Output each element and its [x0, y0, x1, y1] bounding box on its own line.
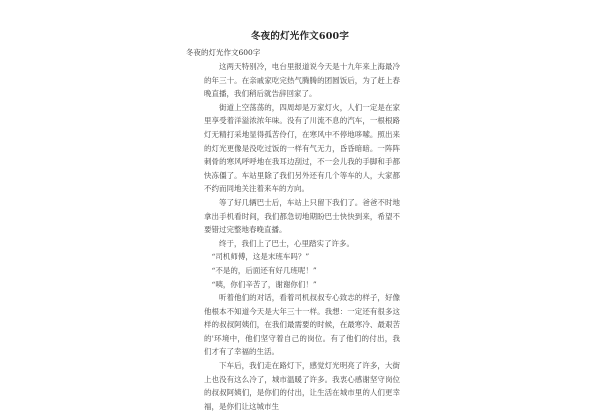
paragraph: 下车后，我们走在路灯下，感觉灯光明亮了许多，大街上也没有这么冷了，城市温暖了许多。我衷心感谢坚守岗位的叔叔阿姨们，是你们的付出，让生活在城市里的人们更幸福，是你们让这城市生	[204, 361, 400, 411]
document-title: 冬夜的灯光作文600字	[250, 31, 350, 42]
document-subtitle: 冬夜的灯光作文600字	[186, 48, 261, 57]
paragraph: 街道上空荡荡的，四周却是万家灯火，人们一定是在家里享受着洋溢浓浓年味。没有了川流不息的汽车，一根根路灯无精打采地显得孤苦伶仃，在寒风中不停地哆嗦。照出来的灯光更像是没吃过饭的一样有气无力，昏昏暗暗。一阵阵刺骨的寒风呼呼地在我耳边刮过，不一会儿我的手脚和手都快冻僵了。车站里除了我们另外还有几个等车的人，大家都不约而同地关注着来车的方向。	[204, 102, 400, 194]
document-body	[204, 60, 400, 413]
dialogue-line: “咦，你们辛苦了，谢谢你们！”	[211, 279, 317, 289]
dialogue-line: “不是的，后面还有好几班呢！”	[211, 265, 317, 275]
dialogue-line: “司机师傅，这是末班车吗？”	[211, 252, 310, 262]
paragraph: 听着他们的对话，看着司机叔叔专心致志的样子，好像他根本不知道今天是大年三十一样。我想：一定还有很多这样的叔叔阿姨们，在我们最需要的时候，在最寒冷、最艰苦的'环境中，他们坚守着自己的岗位。有了他们的付出，我们才有了幸福的生活。	[204, 293, 400, 357]
paragraph: 等了好几辆巴士后，车站上只留下我们了。爸爸不时地拿出手机看时间，我们都急切地期盼巴士快快到来，希望不要错过完整地春晚直播。	[204, 197, 400, 235]
paragraph: 终于，我们上了巴士，心里踏实了许多。	[219, 238, 354, 248]
paragraph: 这两天特别冷，电台里报道说今天是十九年来上海最冷的年三十。在亲戚家吃完热气腾腾的团圆饭后，为了赶上春晚直播，我们稍后就告辞回家了。	[204, 62, 400, 99]
